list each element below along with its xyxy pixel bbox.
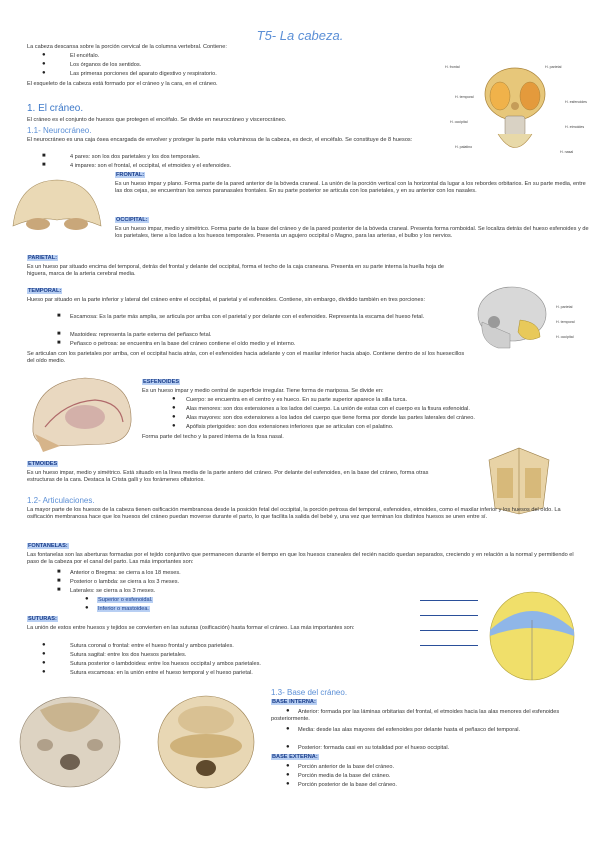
fontanela-subitem: Inferior o mastoidea. <box>98 606 149 612</box>
intro-item: Las primeras porciones del aparato digestivo y respiratorio. <box>70 71 217 77</box>
fig-label: H. frontal <box>445 65 460 69</box>
skull-top-illustration <box>478 590 578 682</box>
fontanelas-label: FONTANELAS: <box>28 543 68 549</box>
label-leader <box>420 645 478 646</box>
bullet: ■ <box>57 340 61 346</box>
skull-lateral-illustration <box>470 282 550 354</box>
bullet: ● <box>172 414 176 420</box>
base-externa-item: Porción media de la base del cráneo. <box>298 773 391 779</box>
articulaciones-text: La mayor parte de los huesos de la cabeza tienen osificación membranosa desde la posición fetal del occipital, la porción petrosa del temporal, esfenoides, etmoides, como el maxilar inferior y los huesos del oído. La osificación membranosa hace que los huesos del cráneo puedan moverse durante el parto, lo que facilita la salida del bebé y, una vez que terminan los distintos huesos se unen entre sí. <box>27 507 561 520</box>
intro-item: El encéfalo. <box>70 53 100 59</box>
skull-base-external-illustration <box>10 690 130 790</box>
base-externa-item: Porción posterior de la base del cráneo. <box>298 782 397 788</box>
bullet: ■ <box>57 569 61 575</box>
intro-tail: El esqueleto de la cabeza está formado por el cráneo y la cara, en el cráneo. <box>27 81 218 87</box>
base-interna-item: Posterior: formada casi en su totalidad por el hueso occipital. <box>298 745 450 751</box>
base-interna-label: BASE INTERNA: <box>272 699 316 705</box>
bullet: ● <box>42 61 46 67</box>
skull-section-figure <box>25 372 137 454</box>
intro-item: Los órganos de los sentidos. <box>70 62 142 68</box>
fig-label: H. temporal <box>556 320 575 324</box>
bullet: ■ <box>57 587 61 593</box>
bullet: ● <box>42 642 46 648</box>
skull-base-internal-figure <box>150 690 262 790</box>
fontanelas-text: Las fontanelas son las aberturas formadas por el tejido conjuntivo que permanecen durante el tiempo en que los huesos craneales del recién nacido quedan separados, creciendo y en relación a la normal y permitiendo el paso de la cabeza por el canal del parto. Las más importantes son: <box>27 552 574 565</box>
base-externa-label: BASE EXTERNA: <box>272 754 318 760</box>
sutura-item: Sutura sagital: entre los dos huesos parietales. <box>70 652 187 658</box>
neurocraneo-item: 4 pares: son los dos parietales y los dos temporales. <box>70 154 201 160</box>
subsection-heading: 1.2- Articulaciones. <box>27 496 95 505</box>
bullet: ● <box>172 396 176 402</box>
base-externa-item: Porción anterior de la base del cráneo. <box>298 764 395 770</box>
fig-label: H. nasal <box>560 150 574 154</box>
fontanela-item: Laterales: se cierra a los 3 meses. <box>70 588 156 594</box>
fig-label: H. occipital <box>450 120 468 124</box>
base-interna-item: Anterior: formada por las láminas orbitarias del frontal, el etmoides hacia las alas menores del esfenoides posteriormente. <box>271 709 560 722</box>
parietal-text: Es un hueso par situado encima del temporal, detrás del frontal y delante del occipital, forma el techo de la caja craneana. Presenta en su parte interna la huella hoja de higuera, marca de la arteria cerebral media. <box>27 264 444 277</box>
page-title: T5- La cabeza. <box>256 28 344 43</box>
esfenoides-text: Es un hueso impar y medio central de superficie irregular. Tiene forma de mariposa. Se divide en: <box>142 388 384 394</box>
bullet: ● <box>172 405 176 411</box>
esfenoides-item: Apófisis pterigoides: son dos extensiones inferiores que se articulan con el palatino. <box>186 424 394 430</box>
fig-label: H. parietal <box>545 65 562 69</box>
etmoides-label: ETMOIDES <box>28 461 58 467</box>
neurocraneo-item: 4 impares: son el frontal, el occipital, el etmoides y el esfenoides. <box>70 163 232 169</box>
bullet: ● <box>286 744 290 750</box>
bullet: ● <box>286 708 290 714</box>
label-leader <box>420 615 478 616</box>
section-lead: El cráneo es el conjunto de huesos que protegen el encéfalo. Se divide en neurocráneo y viscerocráneo. <box>27 117 287 123</box>
temporal-tail: Se articulan con los parietales por arriba, con el occipital hacia atrás, con el esfenoides hacia adelante y con el maxilar inferior hacia abajo. Contiene dentro de sí los huesecillos del oído medio. <box>27 351 465 364</box>
sutura-item: Sutura posterior o lambdoidea: entre los huesos occipital y ambos parietales. <box>70 661 261 667</box>
etmoides-text: Es un hueso impar, medio y simétrico. Está situado en la línea media de la parte antero del cráneo. Por delante del esfenoides, en la base del cráneo, forma otras estructuras de la cara. Destaca la Crista galli y los forámenes olfatorios. <box>27 470 429 483</box>
intro-lead: La cabeza descansa sobre la porción cervical de la columna vertebral. Contiene: <box>27 44 227 50</box>
fig-label: H. etmoides <box>565 125 585 129</box>
bullet: ● <box>42 669 46 675</box>
suturas-text: La unión de estos entre huesos y tejidos se convierten en las suturas (osificación) hasta formar el cráneo. Las más importantes son: <box>27 625 355 631</box>
temporal-item: Peñasco o petrosa: se encuentra en la base del cráneo contiene el oído medio y el interno. <box>70 341 296 347</box>
subsection-heading: 1.3- Base del cráneo. <box>271 688 348 697</box>
neurocraneo-text: El neurocráneo es una caja ósea encargada de envolver y proteger la parte más voluminosa de la cabeza, es decir, el encéfalo. Se constituye de 8 huesos: <box>27 137 413 143</box>
sutura-item: Sutura escamosa: en la unión entre el hueso temporal y el hueso parietal. <box>70 670 253 676</box>
bullet: ■ <box>42 153 46 159</box>
skull-exploded-illustration <box>470 56 560 166</box>
fontanela-subitem: Superior o esfenoidal. <box>98 597 153 603</box>
bullet: ● <box>42 70 46 76</box>
bullet: ■ <box>42 162 46 168</box>
skull-section-illustration <box>25 372 137 454</box>
parietal-label: PARIETAL: <box>28 255 58 261</box>
subsection-heading: 1.1- Neurocráneo. <box>27 126 92 135</box>
esfenoides-tail: Forma parte del techo y la pared interna de la fosa nasal. <box>142 434 284 440</box>
occipital-text: Es un hueso impar, medio y simétrico. Forma parte de la base del cráneo y de la pared posterior de la bóveda craneal. Presenta forma romboidal. Se localiza detrás del hueso esfenoides y de los parietales, tiene a los lados a los huesos temporales. Presenta un agujero occipital o Magno, para las arterias, el bulbo y los nervios. <box>115 226 589 239</box>
bullet: ● <box>42 52 46 58</box>
bullet: ● <box>286 763 290 769</box>
bullet: ● <box>286 772 290 778</box>
bullet: ■ <box>57 313 61 319</box>
frontal-label: FRONTAL: <box>116 172 145 178</box>
bullet: ● <box>42 660 46 666</box>
base-interna-item: Media: desde las alas mayores del esfenoides por delante hasta el peñasco del temporal. <box>298 727 521 733</box>
section-heading: 1. El cráneo. <box>27 103 84 114</box>
skull-exploded-figure <box>470 56 560 166</box>
label-leader <box>420 600 478 601</box>
esfenoides-item: Cuerpo: se encuentra en el centro y es hueco. En su parte superior aparece la silla turca. <box>186 397 408 403</box>
bullet: ● <box>42 651 46 657</box>
bullet: ● <box>172 423 176 429</box>
suturas-label: SUTURAS: <box>28 616 57 622</box>
temporal-item: Mastoidea: representa la parte externa del peñasco fetal. <box>70 332 212 338</box>
bullet: ● <box>286 781 290 787</box>
fig-label: H. occipital <box>556 335 574 339</box>
esfenoides-item: Alas menores: son dos extensiones a los lados del cuerpo. La unión de estas con el cuerpo es la fisura esfenoidal. <box>186 406 470 412</box>
esfenoides-item: Alas mayores: son dos extensiones a los lados del cuerpo que tiene forma por donde las partes laterales del cráneo. <box>186 415 475 421</box>
fontanela-item: Posterior o lambda: se cierra a los 3 meses. <box>70 579 180 585</box>
skull-lateral-figure <box>470 282 550 354</box>
temporal-text: Hueso par situado en la parte inferior y lateral del cráneo entre el occipital, el parietal y el esfenoides. Contiene, sin embargo, dividido también en tres porciones: <box>27 297 426 303</box>
frontal-text: Es un hueso impar y plano. Forma parte de la pared anterior de la bóveda craneal. La unión de la porción vertical con la horizontal da lugar a los rebordes orbitarios. En su parte media, entre las dos cejas, se encuentran los senos paranasales frontales. En su parte posterior se articula con los parietales, y en su anterior con los nasales. <box>115 181 586 194</box>
bullet: ● <box>85 605 89 611</box>
temporal-item: Escamosa: Es la parte más amplia, se articula por arriba con el parietal y por delante con el esfenoides. Representa la escama del hueso fetal. <box>70 314 425 320</box>
label-leader <box>420 630 478 631</box>
bullet: ■ <box>57 331 61 337</box>
sutura-item: Sutura coronal o frontal: entre el hueso frontal y ambos parietales. <box>70 643 234 649</box>
bullet: ● <box>286 726 290 732</box>
fig-label: H. palatino <box>455 145 473 149</box>
occipital-label: OCCIPITAL: <box>116 217 148 223</box>
esfenoides-label: ESFENOIDES <box>143 379 180 385</box>
temporal-label: TEMPORAL: <box>28 288 62 294</box>
bullet: ● <box>85 596 89 602</box>
bullet: ■ <box>57 578 61 584</box>
skull-top-figure <box>478 590 578 682</box>
frontal-bone-figure <box>8 176 106 236</box>
fig-label: H. esfenoides <box>565 100 587 104</box>
fig-label: H. parietal <box>556 305 573 309</box>
skull-base-internal-illustration <box>150 690 262 790</box>
frontal-bone-illustration <box>8 176 106 236</box>
fontanela-item: Anterior o Bregma: se cierra a los 18 meses. <box>70 570 181 576</box>
fig-label: H. temporal <box>455 95 474 99</box>
skull-base-external-figure <box>10 690 130 790</box>
